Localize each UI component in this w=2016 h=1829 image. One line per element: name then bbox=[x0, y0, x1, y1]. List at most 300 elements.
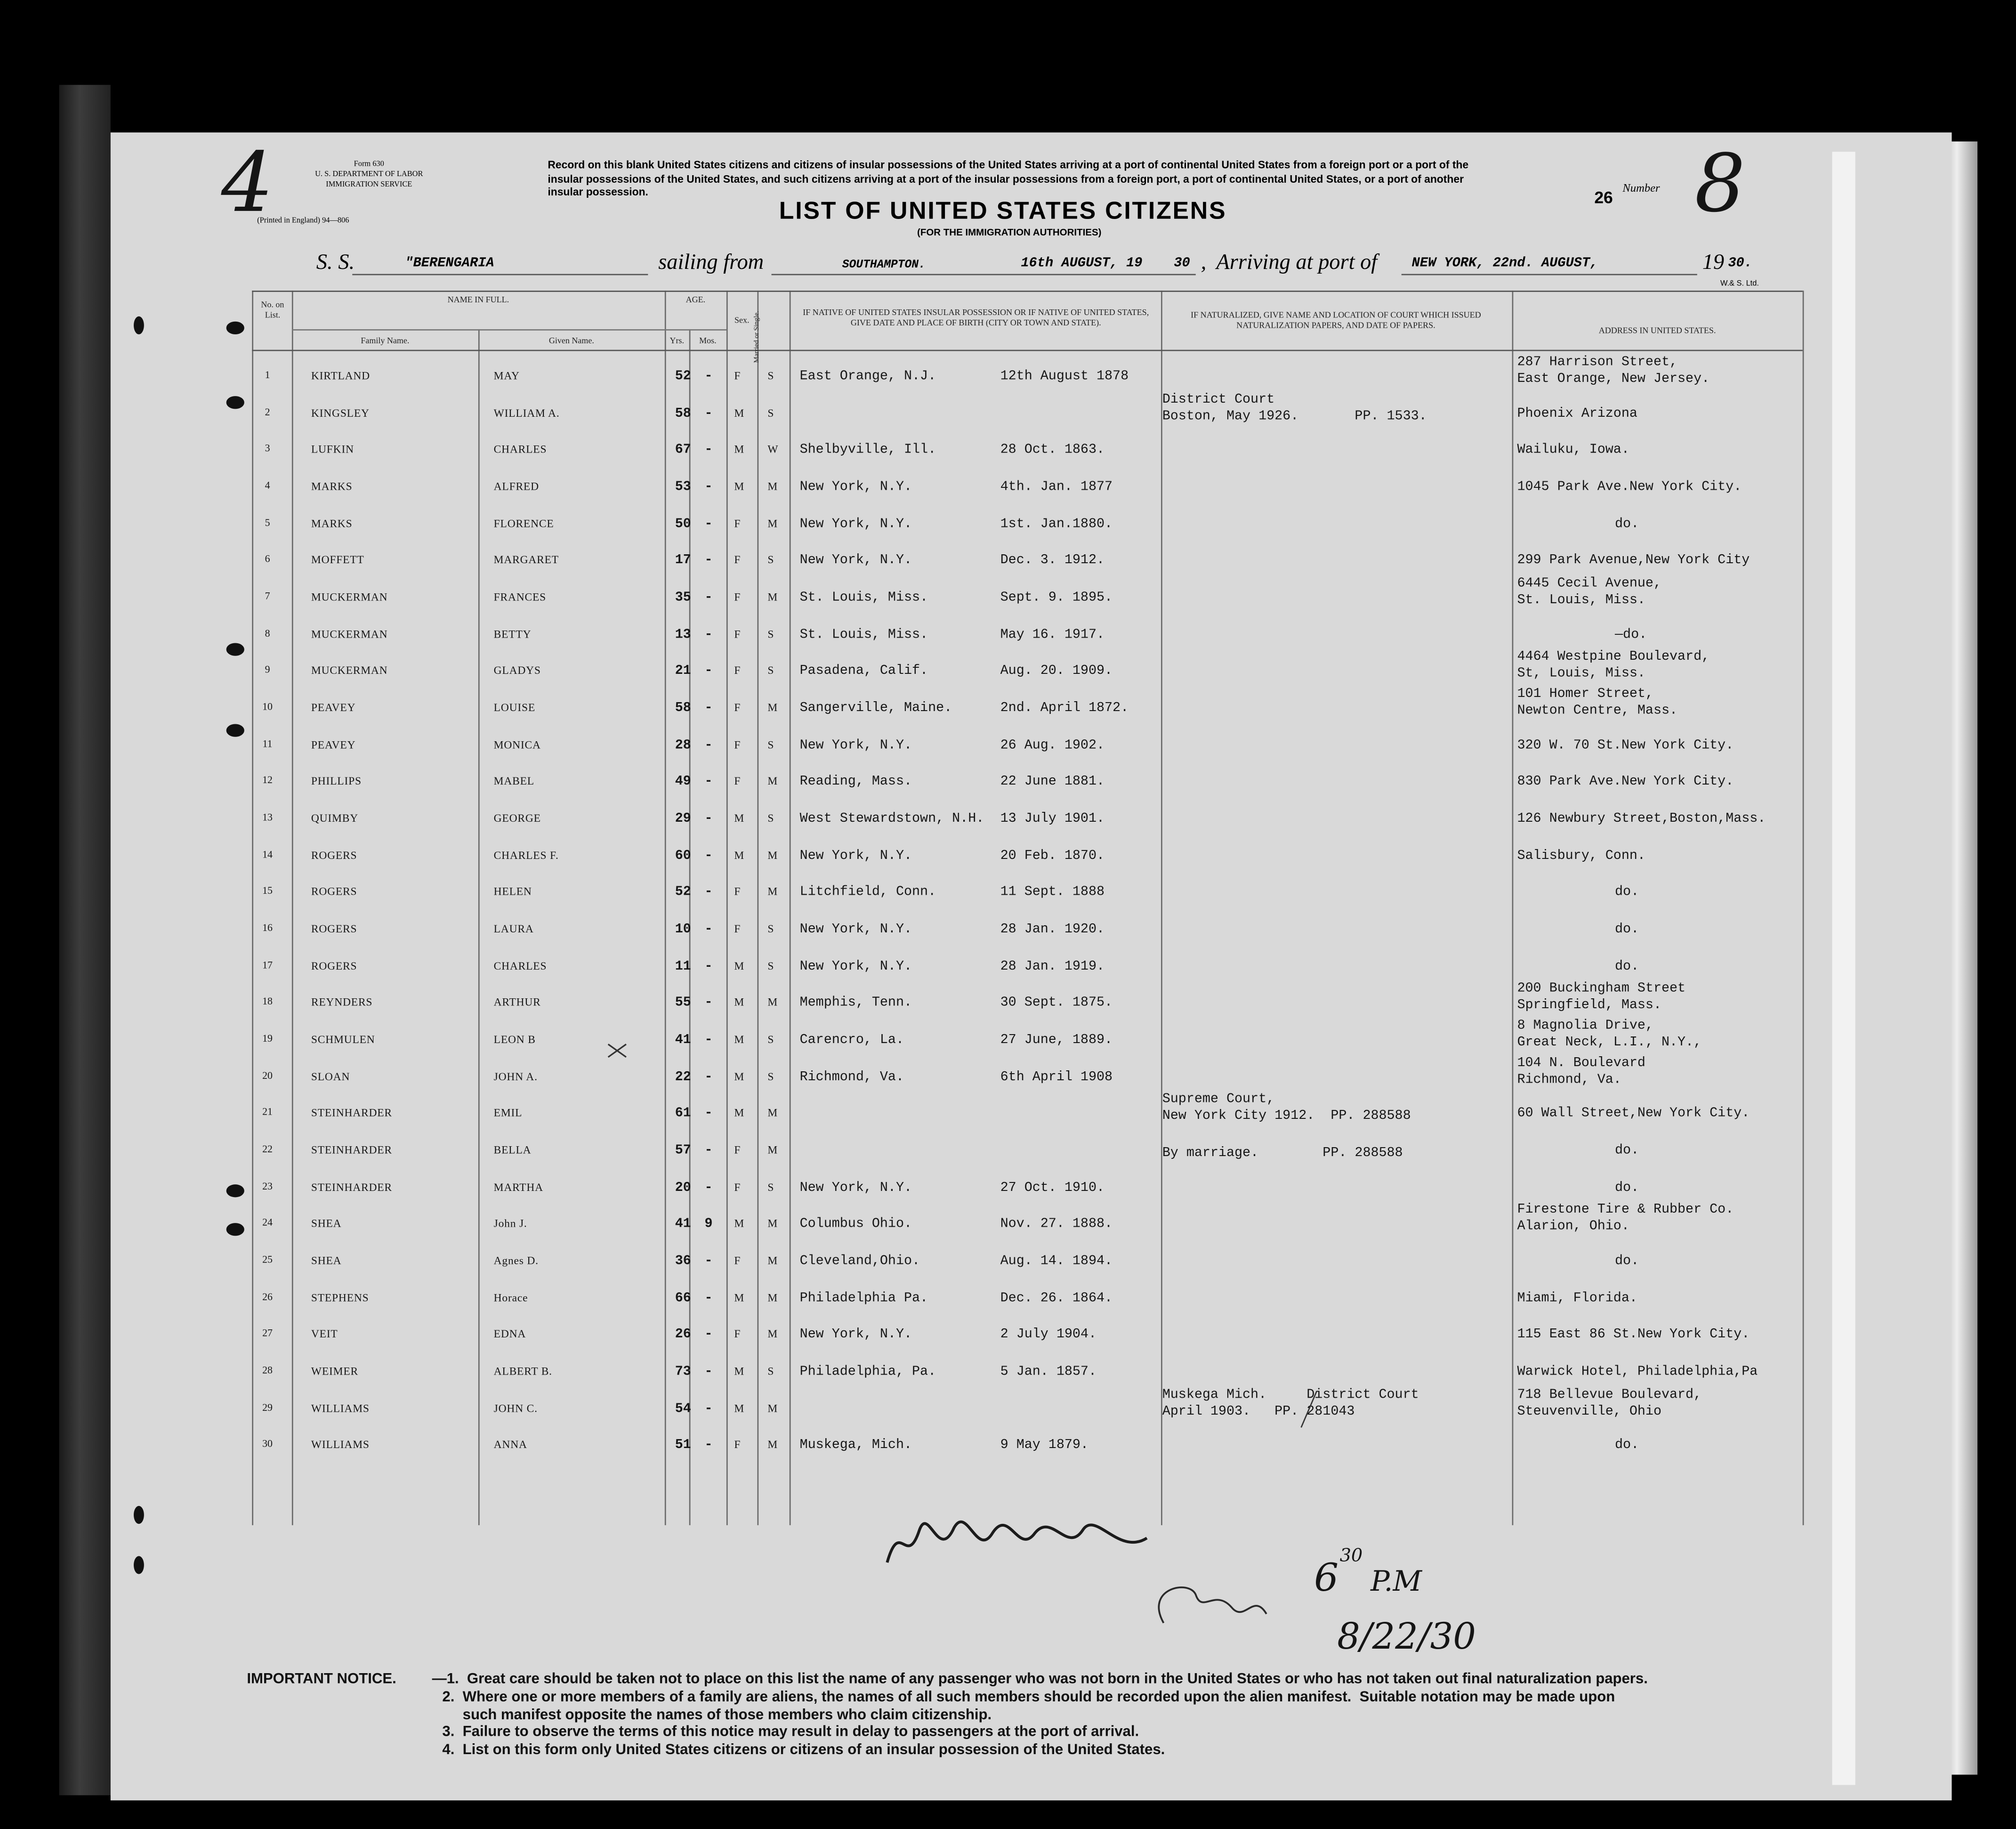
cell-birth-place: Reading, Mass. bbox=[799, 774, 912, 790]
cell-family: ROGERS bbox=[311, 848, 357, 861]
cell-address: Miami, Florida. bbox=[1517, 1291, 1637, 1306]
cell-mos: - bbox=[704, 406, 713, 421]
cell-birth-date: 11 Sept. 1888 bbox=[1000, 885, 1105, 901]
cell-family: MUCKERMAN bbox=[311, 627, 388, 640]
handwritten-number: 8 bbox=[1694, 136, 1746, 230]
cell-age: 21 bbox=[675, 664, 691, 680]
cell-birth-date: 2nd. April 1872. bbox=[1000, 701, 1129, 717]
cell-family: PHILLIPS bbox=[311, 774, 362, 788]
cell-no: 24 bbox=[262, 1217, 273, 1229]
cell-ms: M bbox=[767, 774, 778, 788]
cell-sex: F bbox=[734, 774, 741, 788]
cell-age: 11 bbox=[675, 959, 691, 975]
cell-birth-date: Sept. 9. 1895. bbox=[1000, 590, 1113, 606]
cell-age: 67 bbox=[675, 443, 691, 459]
cell-given: GLADYS bbox=[493, 664, 541, 677]
cell-given: BELLA bbox=[493, 1143, 532, 1157]
cell-ms: M bbox=[767, 995, 778, 1009]
cell-ms: S bbox=[767, 1033, 774, 1046]
cell-given: BETTY bbox=[493, 627, 532, 640]
cell-family: PEAVEY bbox=[311, 701, 356, 714]
cell-birth-place: Sangerville, Maine. bbox=[799, 701, 952, 717]
cell-ms: S bbox=[767, 959, 774, 972]
cell-sex: F bbox=[734, 737, 741, 751]
header-given-name: Given Name. bbox=[548, 337, 594, 346]
cell-birth-date: 27 June, 1889. bbox=[1000, 1033, 1113, 1048]
cell-mos: - bbox=[704, 701, 713, 717]
cell-birth-date: Dec. 3. 1912. bbox=[1000, 553, 1105, 569]
cell-address: 115 East 86 St.New York City. bbox=[1517, 1327, 1750, 1343]
cell-birth-place: New York, N.Y. bbox=[799, 959, 912, 975]
cell-given: MARTHA bbox=[493, 1180, 543, 1193]
cell-mos: - bbox=[704, 1327, 713, 1343]
cell-birth-place: New York, N.Y. bbox=[799, 479, 912, 495]
cell-naturalization: District Court bbox=[1162, 391, 1275, 407]
cell-address: Richmond, Va. bbox=[1517, 1072, 1621, 1088]
cell-birth-date: 6th April 1908 bbox=[1000, 1069, 1113, 1085]
cell-no: 8 bbox=[265, 627, 270, 639]
header-age: AGE. bbox=[685, 296, 706, 305]
cell-address: Alarion, Ohio. bbox=[1517, 1220, 1629, 1235]
cell-given: John J. bbox=[493, 1217, 527, 1230]
cell-no: 20 bbox=[262, 1069, 273, 1081]
cell-ms: M bbox=[767, 1438, 778, 1451]
cell-given: LAURA bbox=[493, 922, 534, 935]
cell-birth-place: St. Louis, Miss. bbox=[799, 590, 928, 606]
cell-mos: - bbox=[704, 1438, 713, 1454]
cell-naturalization: Supreme Court, bbox=[1162, 1092, 1275, 1108]
header-yrs: Yrs. bbox=[669, 337, 685, 346]
cell-birth-place: East Orange, N.J. bbox=[799, 369, 936, 385]
cell-ms: S bbox=[767, 369, 774, 382]
cell-ms: S bbox=[767, 737, 774, 751]
cell-family: SCHMULEN bbox=[311, 1033, 375, 1046]
cell-age: 28 bbox=[675, 737, 691, 753]
cell-family: REYNDERS bbox=[311, 995, 373, 1009]
cell-no: 28 bbox=[262, 1364, 273, 1376]
cell-family: WILLIAMS bbox=[311, 1401, 370, 1415]
cell-mos: - bbox=[704, 1254, 713, 1270]
cell-address: 1045 Park Ave.New York City. bbox=[1517, 479, 1742, 495]
cell-mos: - bbox=[704, 774, 713, 790]
cell-ms: S bbox=[767, 664, 774, 677]
cell-age: 54 bbox=[675, 1401, 691, 1417]
cell-no: 11 bbox=[262, 737, 273, 750]
cell-address: Great Neck, L.I., N.Y., bbox=[1517, 1035, 1702, 1051]
cell-birth-place: Litchfield, Conn. bbox=[799, 885, 936, 901]
cell-mos: - bbox=[704, 479, 713, 495]
cell-mos: - bbox=[704, 922, 713, 938]
cell-mos: - bbox=[704, 885, 713, 901]
header-sex: Sex. bbox=[734, 316, 750, 325]
cell-no: 19 bbox=[262, 1033, 273, 1044]
cell-mos: - bbox=[704, 1069, 713, 1085]
cell-mos: - bbox=[704, 1143, 713, 1159]
cell-given: MAY bbox=[493, 369, 520, 382]
cell-family: MARKS bbox=[311, 516, 353, 530]
cell-mos: 9 bbox=[704, 1217, 713, 1233]
cell-birth-date: 5 Jan. 1857. bbox=[1000, 1364, 1097, 1380]
cell-age: 66 bbox=[675, 1291, 691, 1306]
cell-ms: M bbox=[767, 1143, 778, 1157]
printer-mark: W.& S. Ltd. bbox=[1720, 280, 1759, 288]
cell-age: 57 bbox=[675, 1143, 691, 1159]
pen-stroke bbox=[1301, 1392, 1317, 1427]
cell-age: 26 bbox=[675, 1327, 691, 1343]
arrival-year-prefix: 19 bbox=[1702, 249, 1725, 274]
cell-family: QUIMBY bbox=[311, 811, 358, 825]
cell-sex: M bbox=[734, 848, 745, 861]
cell-family: SLOAN bbox=[311, 1069, 350, 1083]
cell-given: ANNA bbox=[493, 1438, 527, 1451]
cell-given: FRANCES bbox=[493, 590, 547, 603]
page-title: LIST OF UNITED STATES CITIZENS bbox=[779, 198, 1227, 225]
cell-age: 51 bbox=[675, 1438, 691, 1454]
cell-age: 13 bbox=[675, 627, 691, 643]
cell-birth-date: Aug. 20. 1909. bbox=[1000, 664, 1113, 680]
cell-mos: - bbox=[704, 1401, 713, 1417]
cell-birth-date: 26 Aug. 1902. bbox=[1000, 737, 1105, 753]
cell-ms: M bbox=[767, 1217, 778, 1230]
cell-mos: - bbox=[704, 590, 713, 606]
cell-ms: S bbox=[767, 1364, 774, 1378]
cell-ms: M bbox=[767, 516, 778, 530]
initials-signature bbox=[1159, 1587, 1266, 1623]
form-number: Form 630 bbox=[354, 161, 384, 169]
cell-age: 49 bbox=[675, 774, 691, 790]
cell-address: 718 Bellevue Boulevard, bbox=[1517, 1387, 1702, 1403]
cell-age: 41 bbox=[675, 1033, 691, 1048]
cell-birth-place: New York, N.Y. bbox=[799, 848, 912, 864]
arrival-port: NEW YORK, 22nd. AUGUST, bbox=[1411, 256, 1598, 272]
ship-name: "BERENGARIA bbox=[405, 256, 494, 272]
header-no: No. on List. bbox=[261, 301, 284, 320]
cell-sex: F bbox=[734, 1327, 741, 1341]
cell-sex: M bbox=[734, 995, 745, 1009]
notice-item-1: —1. Great care should be taken not to place on this list the name of any passenger who was not born in the United States or who has not taken out final naturalization papers. bbox=[432, 1672, 1648, 1687]
cell-address: St, Louis, Miss. bbox=[1517, 666, 1645, 682]
cell-birth-place: Pasadena, Calif. bbox=[799, 664, 928, 680]
cell-family: MARKS bbox=[311, 479, 353, 493]
cell-address: Salisbury, Conn. bbox=[1517, 848, 1645, 864]
cell-mos: - bbox=[704, 995, 713, 1012]
handwritten-time: 6 bbox=[1314, 1556, 1339, 1601]
header-address: ADDRESS IN UNITED STATES. bbox=[1598, 326, 1716, 336]
number-prefix: 26 bbox=[1594, 187, 1613, 207]
cell-family: KIRTLAND bbox=[311, 369, 370, 382]
cell-age: 61 bbox=[675, 1106, 691, 1122]
cell-birth-date: 30 Sept. 1875. bbox=[1000, 995, 1113, 1012]
cell-given: LEON B bbox=[493, 1033, 536, 1046]
cell-birth-place: Memphis, Tenn. bbox=[799, 995, 912, 1012]
cell-family: KINGSLEY bbox=[311, 406, 370, 419]
arriving-label: Arriving at port of bbox=[1216, 249, 1378, 274]
cell-address: East Orange, New Jersey. bbox=[1517, 372, 1710, 388]
notice-item-2: 2. Where one or more members of a family are aliens, the names of all such members should be recorded upon the alien manifest. Suitable notation may be made upon such manifest opposite the names of those members who claim citizenship. bbox=[442, 1690, 1615, 1723]
cell-mos: - bbox=[704, 664, 713, 680]
cell-naturalization: Boston, May 1926. PP. 1533. bbox=[1162, 408, 1427, 424]
cell-given: ARTHUR bbox=[493, 995, 541, 1009]
cell-no: 12 bbox=[262, 774, 273, 786]
cell-age: 60 bbox=[675, 848, 691, 864]
cell-ms: M bbox=[767, 1254, 778, 1267]
cell-given: CHARLES bbox=[493, 443, 547, 456]
cell-address: 126 Newbury Street,Boston,Mass. bbox=[1517, 811, 1766, 827]
cell-address: 200 Buckingham Street bbox=[1517, 981, 1686, 997]
cell-sex: F bbox=[734, 1438, 741, 1451]
cell-no: 23 bbox=[262, 1180, 273, 1192]
header-married-single: Married or Single. bbox=[753, 311, 761, 363]
notice-heading: IMPORTANT NOTICE. bbox=[247, 1672, 396, 1687]
cell-naturalization: April 1903. PP. 281043 bbox=[1162, 1404, 1355, 1420]
cell-birth-place: New York, N.Y. bbox=[799, 553, 912, 569]
cell-family: STEINHARDER bbox=[311, 1143, 392, 1157]
cell-ms: S bbox=[767, 1180, 774, 1193]
cell-given: MARGARET bbox=[493, 553, 559, 567]
cell-given: Agnes D. bbox=[493, 1254, 539, 1267]
cell-birth-place: Philadelphia Pa. bbox=[799, 1291, 928, 1306]
cell-ms: S bbox=[767, 627, 774, 640]
cell-ms: M bbox=[767, 1401, 778, 1415]
cell-no: 1 bbox=[265, 369, 270, 381]
cell-no: 25 bbox=[262, 1254, 273, 1266]
cell-no: 30 bbox=[262, 1438, 273, 1450]
cell-birth-place: New York, N.Y. bbox=[799, 922, 912, 938]
cell-no: 5 bbox=[265, 516, 270, 528]
ss-label: S. S. bbox=[316, 249, 355, 274]
cell-birth-date: 1st. Jan.1880. bbox=[1000, 516, 1113, 532]
cell-mos: - bbox=[704, 1180, 713, 1196]
cell-no: 13 bbox=[262, 811, 273, 823]
cell-no: 6 bbox=[265, 553, 270, 565]
cell-age: 58 bbox=[675, 406, 691, 421]
cell-no: 17 bbox=[262, 959, 273, 971]
cell-family: STEINHARDER bbox=[311, 1180, 392, 1193]
sailing-from-label: sailing from bbox=[658, 249, 764, 274]
cell-given: MABEL bbox=[493, 774, 534, 788]
cell-address: 4464 Westpine Boulevard, bbox=[1517, 650, 1710, 665]
header-family-name: Family Name. bbox=[361, 337, 410, 346]
cell-family: SHEA bbox=[311, 1254, 342, 1267]
cell-birth-place: Columbus Ohio. bbox=[799, 1217, 912, 1233]
cell-no: 3 bbox=[265, 443, 270, 454]
cell-mos: - bbox=[704, 1364, 713, 1380]
departure-date: 16th AUGUST, 19 bbox=[1021, 256, 1143, 272]
cell-given: WILLIAM A. bbox=[493, 406, 560, 419]
cell-address: 299 Park Avenue,New York City bbox=[1517, 553, 1750, 569]
cell-sex: F bbox=[734, 664, 741, 677]
cell-sex: M bbox=[734, 811, 745, 825]
page-subtitle: (FOR THE IMMIGRATION AUTHORITIES) bbox=[917, 226, 1102, 238]
cell-sex: M bbox=[734, 1291, 745, 1304]
cell-sex: M bbox=[734, 406, 745, 419]
cell-sex: M bbox=[734, 479, 745, 493]
cell-birth-date: Dec. 26. 1864. bbox=[1000, 1291, 1113, 1306]
cell-sex: M bbox=[734, 1033, 745, 1046]
cell-family: WEIMER bbox=[311, 1364, 358, 1378]
cell-family: WILLIAMS bbox=[311, 1438, 370, 1451]
cell-birth-date: 22 June 1881. bbox=[1000, 774, 1105, 790]
cell-sex: F bbox=[734, 922, 741, 935]
cell-mos: - bbox=[704, 737, 713, 753]
cell-address: 287 Harrison Street, bbox=[1517, 355, 1678, 371]
cell-given: Horace bbox=[493, 1291, 528, 1304]
arrival-year: 30. bbox=[1728, 256, 1752, 272]
cell-naturalization: New York City 1912. PP. 288588 bbox=[1162, 1109, 1411, 1125]
cell-birth-date: 12th August 1878 bbox=[1000, 369, 1129, 385]
cell-address: do. bbox=[1615, 516, 1639, 532]
cell-mos: - bbox=[704, 553, 713, 569]
cell-birth-place: Muskega, Mich. bbox=[799, 1438, 912, 1454]
cell-given: CHARLES bbox=[493, 959, 547, 972]
cell-sex: F bbox=[734, 516, 741, 530]
handwritten-date: 8/22/30 bbox=[1337, 1615, 1476, 1658]
printed-note: (Printed in England) 94—806 bbox=[257, 217, 349, 225]
cell-birth-date: May 16. 1917. bbox=[1000, 627, 1105, 643]
cell-ms: W bbox=[767, 443, 779, 456]
cell-mos: - bbox=[704, 1033, 713, 1048]
cell-address: Newton Centre, Mass. bbox=[1517, 703, 1678, 719]
handwritten-time-sup: 30 bbox=[1339, 1546, 1363, 1567]
cell-age: 22 bbox=[675, 1069, 691, 1085]
cell-mos: - bbox=[704, 369, 713, 385]
cell-birth-place: Philadelphia, Pa. bbox=[799, 1364, 936, 1380]
cell-sex: F bbox=[734, 1180, 741, 1193]
cell-given: ALBERT B. bbox=[493, 1364, 552, 1378]
cell-age: 55 bbox=[675, 995, 691, 1012]
signature bbox=[887, 1522, 1147, 1562]
cell-mos: - bbox=[704, 1106, 713, 1122]
cell-birth-place: West Stewardstown, N.H. bbox=[799, 811, 984, 827]
cell-age: 53 bbox=[675, 479, 691, 495]
cell-given: JOHN C. bbox=[493, 1401, 538, 1415]
cell-age: 58 bbox=[675, 701, 691, 717]
cell-sex: F bbox=[734, 885, 741, 898]
cell-given: FLORENCE bbox=[493, 516, 554, 530]
cell-given: HELEN bbox=[493, 885, 532, 898]
cell-sex: F bbox=[734, 627, 741, 640]
cell-address: Warwick Hotel, Philadelphia,Pa bbox=[1517, 1364, 1758, 1380]
cell-birth-date: 28 Oct. 1863. bbox=[1000, 443, 1105, 459]
header-name-in-full: NAME IN FULL. bbox=[447, 296, 509, 305]
cell-sex: F bbox=[734, 1254, 741, 1267]
cell-age: 17 bbox=[675, 553, 691, 569]
cell-no: 21 bbox=[262, 1106, 273, 1118]
number-label: Number bbox=[1622, 181, 1660, 194]
cell-age: 52 bbox=[675, 885, 691, 901]
cell-address: do. bbox=[1615, 1143, 1639, 1159]
cell-address: St. Louis, Miss. bbox=[1517, 592, 1645, 608]
cell-mos: - bbox=[704, 811, 713, 827]
department: U. S. DEPARTMENT OF LABOR bbox=[315, 171, 423, 179]
cell-no: 15 bbox=[262, 885, 273, 897]
cell-sex: F bbox=[734, 1143, 741, 1157]
cell-age: 35 bbox=[675, 590, 691, 606]
cell-birth-date: Nov. 27. 1888. bbox=[1000, 1217, 1113, 1233]
cell-given: JOHN A. bbox=[493, 1069, 538, 1083]
cell-mos: - bbox=[704, 848, 713, 864]
cell-no: 2 bbox=[265, 406, 270, 418]
departure-port: SOUTHAMPTON. bbox=[842, 258, 926, 272]
cell-family: SHEA bbox=[311, 1217, 342, 1230]
notice-item-4: 4. List on this form only United States citizens or citizens of an insular possession of the United States. bbox=[442, 1742, 1165, 1758]
cell-family: ROGERS bbox=[311, 922, 357, 935]
cell-birth-place: Cleveland,Ohio. bbox=[799, 1254, 920, 1270]
x-mark bbox=[608, 1044, 626, 1057]
cell-address: Springfield, Mass. bbox=[1517, 998, 1662, 1014]
cell-given: MONICA bbox=[493, 737, 541, 751]
cell-address: do. bbox=[1615, 1180, 1639, 1196]
cell-family: MUCKERMAN bbox=[311, 590, 388, 603]
header-birth: IF NATIVE OF UNITED STATES INSULAR POSSESSION OR IF NATIVE OF UNITED STATES, GIVE DATE AND PLACE OF BIRTH (CITY OR TOWN AND STATE). bbox=[803, 308, 1149, 328]
departure-year: 30 bbox=[1174, 256, 1190, 272]
cell-birth-place: St. Louis, Miss. bbox=[799, 627, 928, 643]
cell-sex: M bbox=[734, 1106, 745, 1119]
cell-given: EDNA bbox=[493, 1327, 526, 1341]
cell-ms: M bbox=[767, 1327, 778, 1341]
cell-given: GEORGE bbox=[493, 811, 541, 825]
cell-ms: S bbox=[767, 922, 774, 935]
cell-ms: S bbox=[767, 1069, 774, 1083]
header-naturalized: IF NATURALIZED, GIVE NAME AND LOCATION OF COURT WHICH ISSUED NATURALIZATION PAPERS, AND DATE OF PAPERS. bbox=[1191, 311, 1481, 331]
cell-sex: M bbox=[734, 1401, 745, 1415]
cell-family: VEIT bbox=[311, 1327, 338, 1341]
cell-birth-date: 9 May 1879. bbox=[1000, 1438, 1089, 1454]
cell-age: 20 bbox=[675, 1180, 691, 1196]
cell-no: 26 bbox=[262, 1291, 273, 1303]
cell-address: Wailuku, Iowa. bbox=[1517, 443, 1629, 459]
notice-item-3: 3. Failure to observe the terms of this notice may result in delay to passengers at the port of arrival. bbox=[442, 1724, 1139, 1740]
cell-ms: M bbox=[767, 1291, 778, 1304]
cell-birth-place: New York, N.Y. bbox=[799, 516, 912, 532]
cell-no: 9 bbox=[265, 664, 270, 676]
cell-ms: M bbox=[767, 590, 778, 603]
cell-no: 27 bbox=[262, 1327, 273, 1339]
cell-given: LOUISE bbox=[493, 701, 536, 714]
cell-family: PEAVEY bbox=[311, 737, 356, 751]
header-mos: Mos. bbox=[699, 337, 717, 346]
cell-birth-date: Aug. 14. 1894. bbox=[1000, 1254, 1113, 1270]
cell-no: 18 bbox=[262, 995, 273, 1008]
cell-birth-place: New York, N.Y. bbox=[799, 737, 912, 753]
cell-address: 8 Magnolia Drive, bbox=[1517, 1019, 1653, 1034]
cell-sex: F bbox=[734, 701, 741, 714]
cell-ms: M bbox=[767, 701, 778, 714]
cell-address: do. bbox=[1615, 885, 1639, 901]
handwritten-left-mark: 4 bbox=[221, 136, 274, 232]
cell-naturalization: Muskega Mich. District Court bbox=[1162, 1387, 1419, 1403]
handwritten-pm: P.M bbox=[1371, 1566, 1422, 1599]
cell-address: Steuvenville, Ohio bbox=[1517, 1404, 1662, 1420]
cell-birth-date: 2 July 1904. bbox=[1000, 1327, 1097, 1343]
cell-no: 10 bbox=[262, 701, 273, 712]
cell-sex: M bbox=[734, 443, 745, 456]
cell-sex: M bbox=[734, 1364, 745, 1378]
cell-sex: F bbox=[734, 369, 741, 382]
cell-address: 320 W. 70 St.New York City. bbox=[1517, 737, 1734, 753]
cell-ms: M bbox=[767, 885, 778, 898]
cell-birth-date: 4th. Jan. 1877 bbox=[1000, 479, 1113, 495]
cell-address: do. bbox=[1615, 959, 1639, 975]
cell-given: EMIL bbox=[493, 1106, 523, 1119]
arriving-label-comma: , bbox=[1201, 249, 1207, 274]
cell-given: CHARLES F. bbox=[493, 848, 559, 861]
cell-address: 60 Wall Street,New York City. bbox=[1517, 1106, 1750, 1122]
cell-family: STEPHENS bbox=[311, 1291, 369, 1304]
cell-birth-place: Richmond, Va. bbox=[799, 1069, 904, 1085]
cell-age: 36 bbox=[675, 1254, 691, 1270]
cell-address: 104 N. Boulevard bbox=[1517, 1055, 1645, 1071]
